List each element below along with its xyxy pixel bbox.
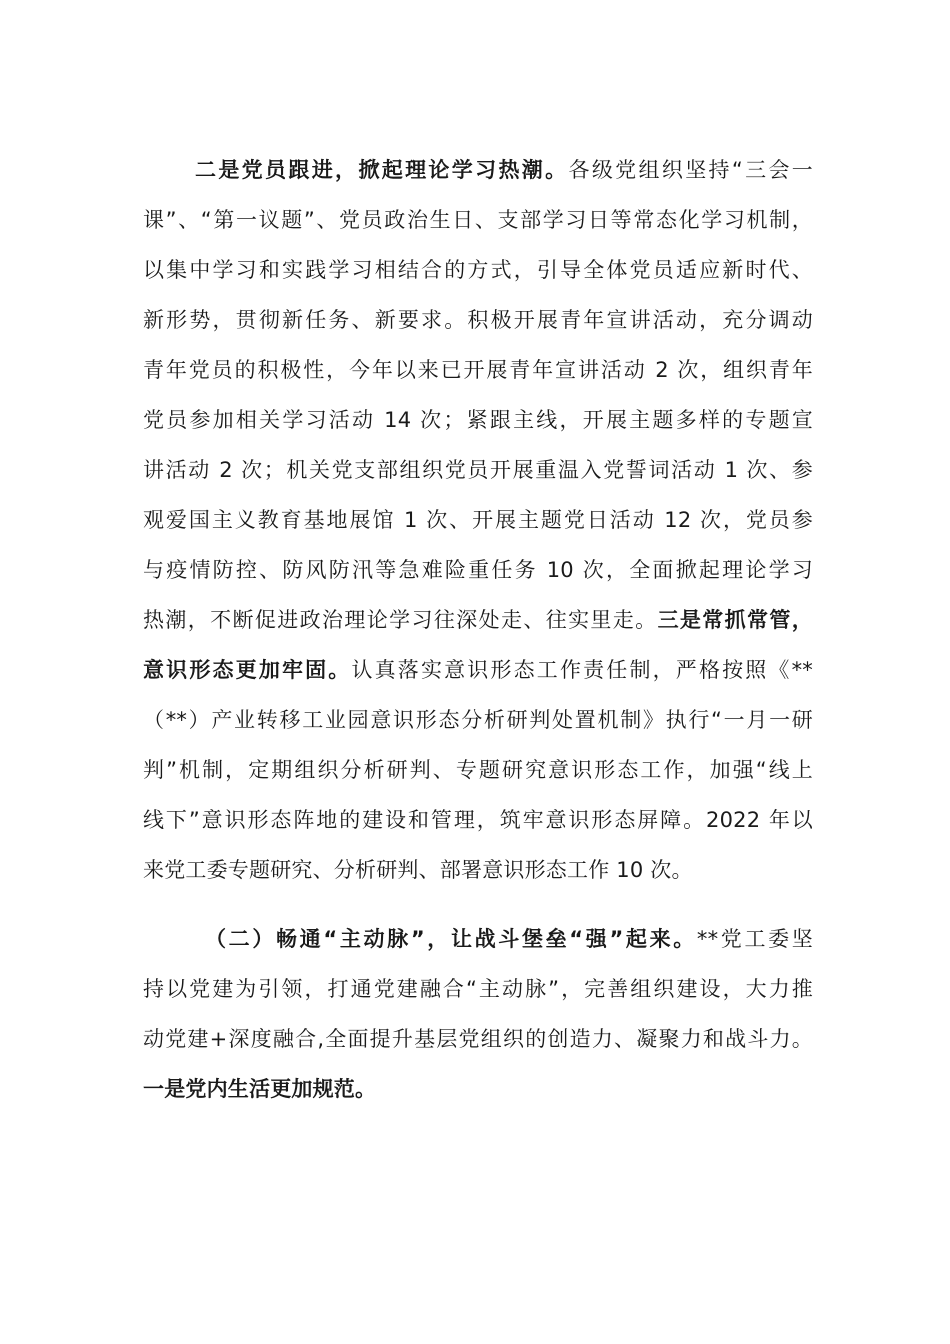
paragraph-line [143,145,813,195]
body-text: 观爱国主义教育基地展馆 1 次、开展主题党日活动 12 次，党员参 [143,508,813,532]
body-text: 新形势，贯彻新任务、新要求。积极开展青年宣讲活动，充分调动 [143,308,813,332]
bold-heading: 三是常抓常管， [657,608,813,632]
paragraph-main-artery [143,914,813,1114]
body-text: 各级党组织坚持“三会一 [568,158,813,182]
body-text: 动党建+深度融合,全面提升基层党组织的创造力、凝聚力和战斗力。 [143,1027,813,1051]
paragraph-line [143,914,813,964]
body-text: 热潮，不断促进政治理论学习往深处走、往实里走。 [143,608,658,632]
paragraph-line [143,395,813,445]
body-text: 线下”意识形态阵地的建设和管理，筑牢意识形态屏障。2022 年以 [143,808,813,832]
bold-heading: 二是党员跟进，掀起理论学习热潮。 [195,158,569,182]
paragraph-line [143,695,813,745]
body-text: （**）产业转移工业园意识形态分析研判处置机制》执行“一月一研 [143,708,813,732]
body-text: 青年党员的积极性，今年以来已开展青年宣讲活动 2 次，组织青年 [143,358,813,382]
body-text: 判”机制，定期组织分析研判、专题研究意识形态工作，加强“线上 [143,758,813,782]
paragraph-line [143,1064,813,1114]
body-text: **党工委坚 [696,927,813,951]
body-text: 党员参加相关学习活动 14 次；紧跟主线，开展主题多样的专题宣 [143,408,813,432]
body-text: 课”、“第一议题”、党员政治生日、支部学习日等常态化学习机制， [143,208,813,232]
paragraph-line [143,795,813,845]
section-heading: （二）畅通“主动脉”，让战斗堡垒“强”起来。 [205,927,697,951]
body-text: 以集中学习和实践学习相结合的方式，引导全体党员适应新时代、 [143,258,813,282]
paragraph-line [143,745,813,795]
body-text: 讲活动 2 次；机关党支部组织党员开展重温入党誓词活动 1 次、参 [143,458,813,482]
body-text: 认真落实意识形态工作责任制，严格按照《** [351,658,813,682]
paragraph-party-study [143,145,813,895]
bold-heading: 一是党内生活更加规范。 [143,1077,377,1101]
paragraph-line [143,445,813,495]
paragraph-line [143,645,813,695]
paragraph-line [143,345,813,395]
paragraph-line [143,595,813,645]
paragraph-line [143,295,813,345]
paragraph-line [143,495,813,545]
paragraph-line [143,195,813,245]
paragraph-line [143,545,813,595]
paragraph-line [143,245,813,295]
body-text: 持以党建为引领，打通党建融合“主动脉”，完善组织建设，大力推 [143,977,813,1001]
paragraph-line [143,1014,813,1064]
paragraph-line [143,845,813,895]
paragraph-line [143,964,813,1014]
body-text: 来党工委专题研究、分析研判、部署意识形态工作 10 次。 [143,858,693,882]
bold-heading: 意识形态更加牢固。 [143,658,352,682]
body-text: 与疫情防控、防风防汛等急难险重任务 10 次，全面掀起理论学习 [143,558,813,582]
